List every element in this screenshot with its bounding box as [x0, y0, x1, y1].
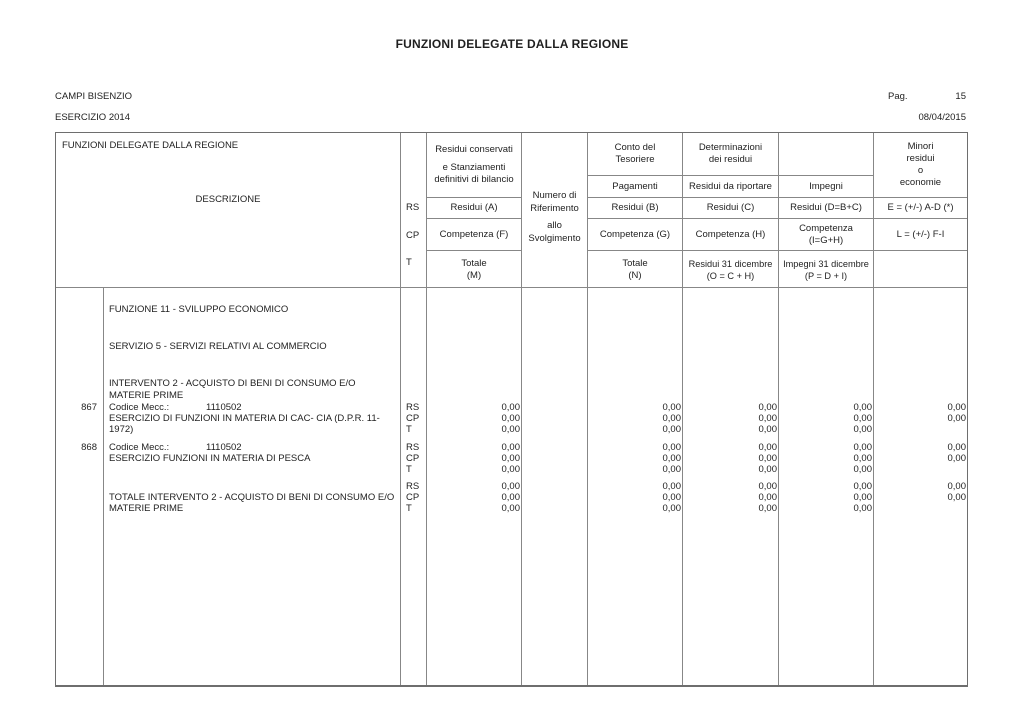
value-cell: 0,00 [853, 442, 872, 453]
value-cell: 0,00 [662, 481, 681, 492]
body-col-a [427, 288, 522, 685]
exercise-label: ESERCIZIO 2014 [55, 112, 130, 123]
rs-cp-t-label: T [406, 503, 412, 514]
value-cell: 0,00 [662, 402, 681, 413]
value-cell: 0,00 [501, 464, 520, 475]
value-cell: 0,00 [501, 453, 520, 464]
header-line: definitivi di bilancio [434, 174, 514, 185]
header-line: Conto del [614, 142, 656, 153]
header-line: Tesoriere [615, 154, 655, 165]
header-col-d-sub: Impegni [779, 176, 874, 198]
value-cell: 0,00 [947, 413, 966, 424]
body-col-ref [522, 288, 588, 685]
header-line: Riferimento [530, 203, 579, 214]
header-line: Impegni 31 dicembre [783, 258, 869, 269]
header-corner-title: FUNZIONI DELEGATE DALLA REGIONE [62, 140, 239, 151]
entity-name: CAMPI BISENZIO [55, 91, 133, 102]
body-col-desc [104, 288, 401, 685]
value-cell: 0,00 [758, 442, 777, 453]
body-col-num [56, 288, 104, 685]
section-title-line: SERVIZIO 5 - SERVIZI RELATIVI AL COMMERCIO [109, 341, 327, 352]
header-col-a-title [427, 133, 522, 198]
value-cell: 0,00 [853, 481, 872, 492]
value-cell: 0,00 [501, 481, 520, 492]
value-cell: 0,00 [853, 413, 872, 424]
value-cell: 0,00 [662, 424, 681, 435]
value-cell: 0,00 [758, 481, 777, 492]
header-line: Totale [622, 257, 648, 269]
table-body [56, 288, 967, 685]
header-col-c-title [683, 133, 779, 176]
header-col-b-sub: Pagamenti [588, 176, 683, 198]
header-col-a-competenza: Competenza (F) [427, 219, 522, 251]
header-col-a-totale [427, 251, 522, 288]
rs-cp-t-label: RS [406, 402, 420, 413]
table-header [56, 133, 967, 288]
section-title-line: FUNZIONE 11 - SVILUPPO ECONOMICO [109, 304, 289, 315]
codice-mecc-value: 1110502 [206, 402, 242, 413]
page-number: 15 [955, 91, 966, 102]
body-col-c [683, 288, 779, 685]
value-cell: 0,00 [947, 442, 966, 453]
value-cell: 0,00 [662, 453, 681, 464]
header-descrizione: DESCRIZIONE [195, 194, 261, 205]
value-cell: 0,00 [501, 492, 520, 503]
value-cell: 0,00 [758, 453, 777, 464]
header-line: dei residui [708, 154, 753, 165]
codice-mecc-label: Codice Mecc.: [109, 402, 170, 413]
rs-cp-t-label: T [406, 464, 412, 475]
value-cell: 0,00 [501, 413, 520, 424]
value-cell: 0,00 [662, 464, 681, 475]
report-title: FUNZIONI DELEGATE DALLA REGIONE [395, 37, 629, 51]
value-cell: 0,00 [662, 492, 681, 503]
header-line: Svolgimento [528, 233, 581, 244]
header-line: (P = D + I) [804, 270, 848, 281]
header-col-d-title [779, 133, 874, 176]
header-line: (N) [628, 269, 642, 281]
value-cell: 0,00 [853, 402, 872, 413]
value-cell: 0,00 [758, 464, 777, 475]
value-cell: 0,00 [662, 503, 681, 514]
header-col-e-title [874, 133, 967, 198]
codice-mecc-value: 1110502 [206, 442, 242, 453]
header-line: economie [899, 177, 942, 188]
entry-number: 867 [81, 402, 97, 413]
header-rs: RS [406, 202, 420, 213]
value-cell: 0,00 [853, 464, 872, 475]
value-cell: 0,00 [662, 442, 681, 453]
header-line: Totale [461, 257, 487, 269]
value-cell: 0,00 [947, 492, 966, 503]
value-cell: 0,00 [947, 481, 966, 492]
header-numero-riferimento [522, 133, 588, 288]
body-col-rst [401, 288, 427, 685]
header-col-b-residui: Residui (B) [588, 198, 683, 219]
header-line: (M) [466, 269, 482, 281]
value-cell: 0,00 [853, 424, 872, 435]
body-col-b [588, 288, 683, 685]
rs-cp-t-label: RS [406, 481, 420, 492]
header-description-cell [56, 133, 401, 288]
value-cell: 0,00 [758, 503, 777, 514]
entry-desc-line: ESERCIZIO FUNZIONI IN MATERIA DI PESCA [109, 453, 311, 464]
entry-desc-line: MATERIE PRIME [109, 503, 184, 514]
value-cell: 0,00 [758, 424, 777, 435]
entry-desc-line: TOTALE INTERVENTO 2 - ACQUISTO DI BENI DI CONSUMO E/O [109, 492, 395, 503]
header-line: allo [547, 220, 562, 231]
value-cell: 0,00 [947, 453, 966, 464]
header-t: T [406, 257, 412, 268]
value-cell: 0,00 [501, 424, 520, 435]
header-col-d-impegni31 [779, 251, 874, 288]
rs-cp-t-label: CP [406, 413, 420, 424]
value-cell: 0,00 [758, 402, 777, 413]
header-col-c-sub: Residui da riportare [683, 176, 779, 198]
header-col-b-title [588, 133, 683, 176]
body-col-e [874, 288, 967, 685]
header-col-c-residui31 [683, 251, 779, 288]
rs-cp-t-label: CP [406, 492, 420, 503]
value-cell: 0,00 [853, 453, 872, 464]
section-title-line: INTERVENTO 2 - ACQUISTO DI BENI DI CONSUMO E/O [109, 378, 356, 389]
report-date: 08/04/2015 [918, 112, 966, 123]
header-line: e Stanziamenti [442, 162, 506, 173]
rs-cp-t-label: RS [406, 442, 420, 453]
value-cell: 0,00 [501, 442, 520, 453]
entry-number: 868 [81, 442, 97, 453]
section-title-line: MATERIE PRIME [109, 390, 184, 401]
header-col-d-residui: Residui (D=B+C) [779, 198, 874, 219]
header-line: (I=G+H) [808, 234, 844, 246]
rs-cp-t-label: T [406, 424, 412, 435]
entry-code-line [109, 442, 398, 453]
value-cell: 0,00 [758, 492, 777, 503]
header-line: Residui conservati [435, 144, 513, 155]
entry-desc-line: ESERCIZIO DI FUNZIONI IN MATERIA DI CAC- CIA (D.P.R. 11- [109, 413, 380, 424]
entry-desc-line: 1972) [109, 424, 134, 435]
header-line: Competenza [799, 222, 853, 234]
header-col-b-competenza: Competenza (G) [588, 219, 683, 251]
header-col-b-totale [588, 251, 683, 288]
header-col-d-competenza [779, 219, 874, 251]
value-cell: 0,00 [758, 413, 777, 424]
value-cell: 0,00 [501, 402, 520, 413]
entry-code-line [109, 402, 398, 413]
header-cp: CP [406, 230, 420, 241]
budget-table [55, 132, 968, 687]
value-cell: 0,00 [947, 402, 966, 413]
header-line: Determinazioni [698, 142, 763, 153]
header-line: (O = C + H) [706, 270, 755, 281]
value-cell: 0,00 [853, 492, 872, 503]
header-line: Numero di [532, 190, 577, 201]
header-line: Minori [907, 141, 934, 152]
header-col-e-empty [874, 251, 967, 288]
header-line: residui [906, 153, 935, 164]
header-line: o [917, 165, 924, 176]
value-cell: 0,00 [662, 413, 681, 424]
value-cell: 0,00 [501, 503, 520, 514]
header-col-c-residui: Residui (C) [683, 198, 779, 219]
rs-cp-t-label: CP [406, 453, 420, 464]
value-cell: 0,00 [853, 503, 872, 514]
codice-mecc-label: Codice Mecc.: [109, 442, 170, 453]
header-col-e-formula1: E = (+/-) A-D (*) [874, 198, 967, 219]
header-line: Residui 31 dicembre [688, 258, 773, 269]
body-col-d [779, 288, 874, 685]
header-col-c-competenza: Competenza (H) [683, 219, 779, 251]
header-col-e-formula2: L = (+/-) F-I [874, 219, 967, 251]
header-rs-cp-t-cell [401, 133, 427, 288]
header-col-a-residui: Residui (A) [427, 198, 522, 219]
page-label: Pag. [888, 91, 908, 102]
